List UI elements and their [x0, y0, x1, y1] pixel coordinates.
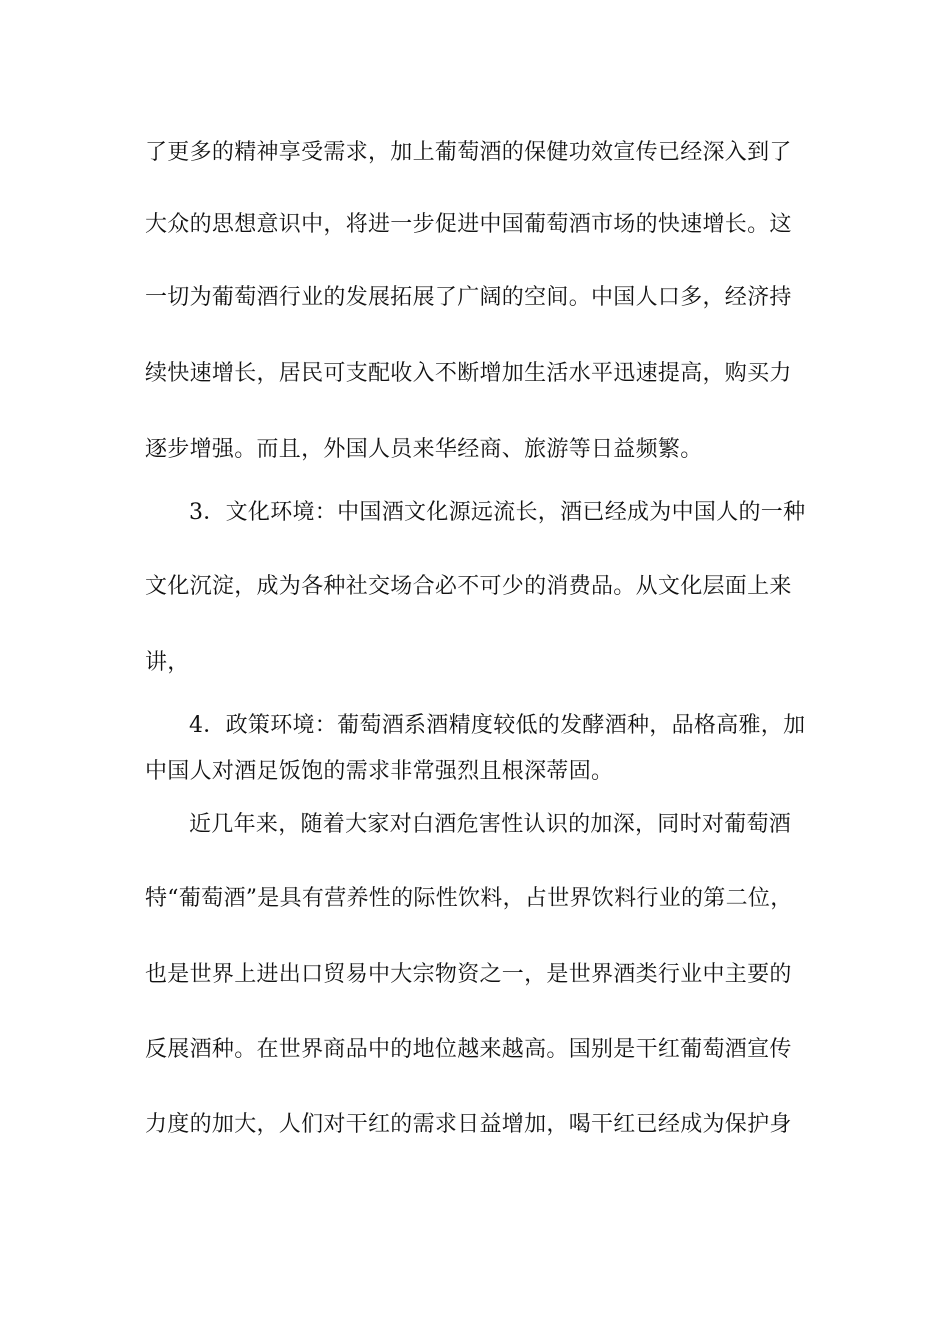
- text-line: 反展酒种。在世界商品中的地位越来越高。国别是干红葡萄酒宣传: [145, 1037, 792, 1062]
- paragraph-start-line: 近几年来，随着大家对白酒危害性认识的加深，同时对葡萄酒: [189, 812, 792, 837]
- text-line: 文化沉淀，成为各种社交场合必不可少的消费品。从文化层面上来: [145, 574, 792, 599]
- paragraph-start-line: 3．文化环境：中国酒文化源远流长，酒已经成为中国人的一种: [189, 500, 806, 525]
- text-line: 一切为葡萄酒行业的发展拓展了广阔的空间。中国人口多，经济持: [145, 285, 792, 310]
- text-line: 续快速增长，居民可支配收入不断增加生活水平迅速提高，购买力: [145, 361, 792, 386]
- text-line: 力度的加大，人们对干红的需求日益增加，喝干红已经成为保护身: [145, 1112, 792, 1137]
- text-line: 中国人对酒足饭饱的需求非常强烈且根深蒂固。: [145, 759, 614, 784]
- text-line: 讲，: [145, 650, 190, 675]
- text-line: 也是世界上进出口贸易中大宗物资之一，是世界酒类行业中主要的: [145, 962, 792, 987]
- text-line: 特“葡萄酒”是具有营养性的际性饮料，占世界饮料行业的第二位，: [145, 886, 793, 911]
- text-line: 大众的思想意识中，将进一步促进中国葡萄酒市场的快速增长。这: [145, 212, 792, 237]
- paragraph-start-line: 4．政策环境：葡萄酒系酒精度较低的发酵酒种，品格高雅，加: [189, 713, 806, 738]
- text-line: 逐步增强。而且，外国人员来华经商、旅游等日益频繁。: [145, 437, 703, 462]
- text-line: 了更多的精神享受需求，加上葡萄酒的保健功效宣传已经深入到了: [145, 140, 792, 165]
